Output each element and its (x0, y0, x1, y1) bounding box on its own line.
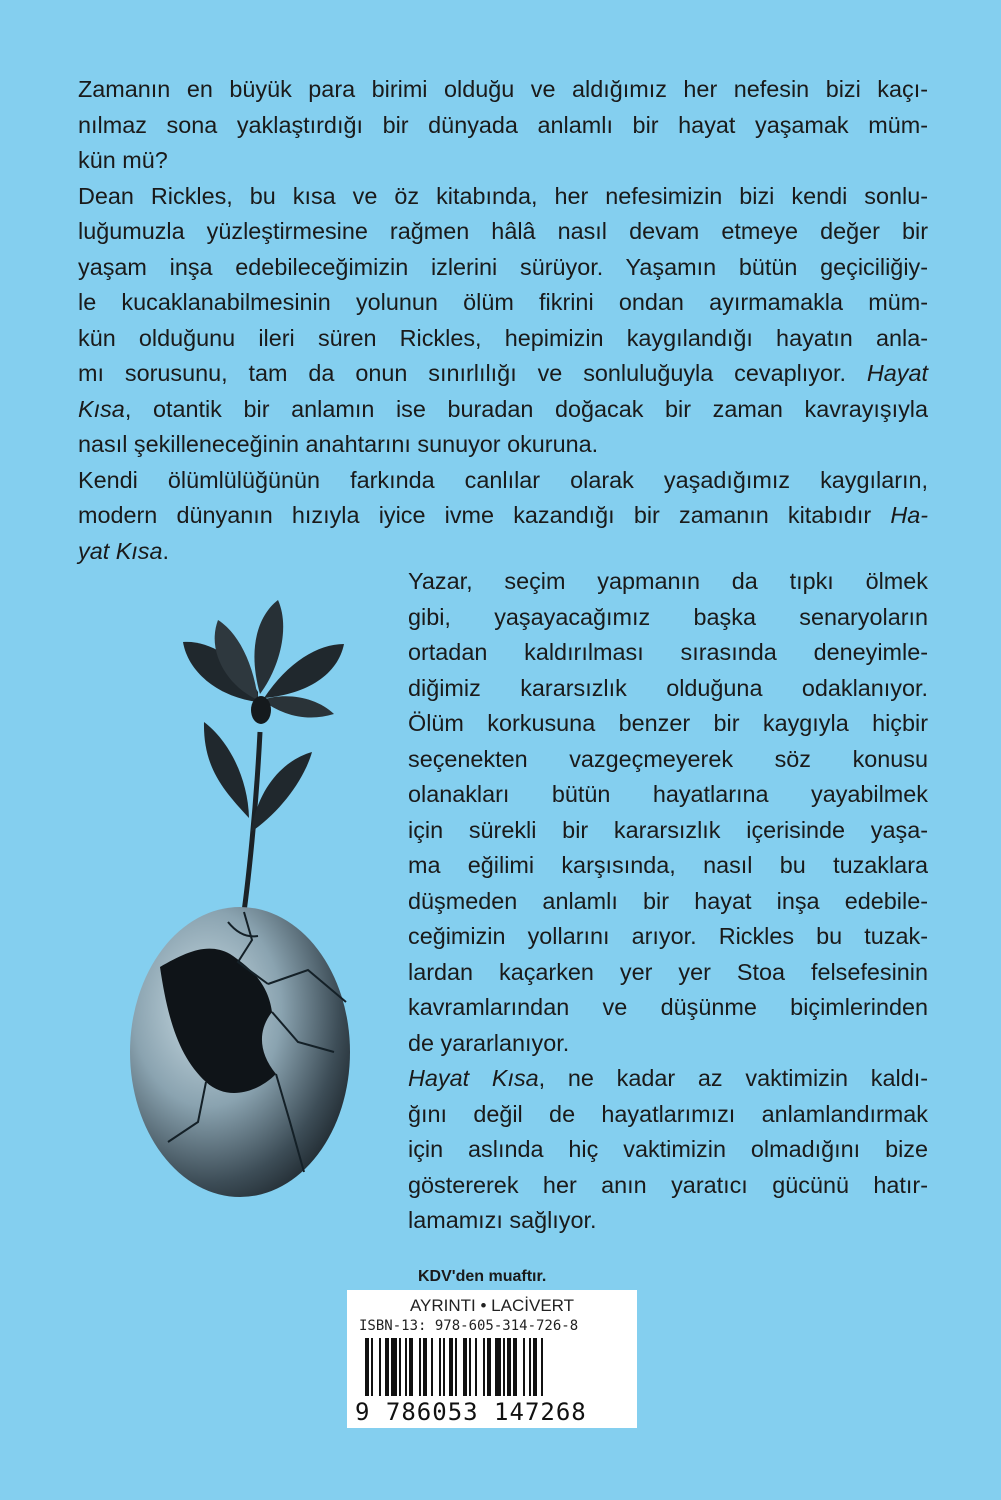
barcode-bar (483, 1338, 485, 1396)
barcode-bar (385, 1338, 389, 1396)
text-line: göstererek her anın yaratıcı gücünü hatır- (408, 1171, 928, 1198)
flower-egg-illustration (108, 582, 408, 1202)
text-line: Kendi ölümlülüğünün farkında canlılar olarak yaşadığımız kaygıların, (78, 466, 928, 493)
barcode-bar (463, 1338, 467, 1396)
text-line: luğumuzla yüzleştirmesine rağmen hâlâ nasıl devam etmeye değer bir (78, 218, 928, 244)
text-line: olanakları bütün hayatlarına yayabilmek (408, 781, 928, 807)
text-line: ortadan kaldırılması sırasında deneyimle- (408, 639, 928, 665)
flower-icon (183, 600, 344, 724)
text-line: lardan kaçarken yer yer Stoa felsefesinin (408, 958, 928, 985)
barcode-bar (487, 1338, 491, 1396)
text-line: nasıl şekilleneceğinin anahtarını sunuyor okuruna. (78, 431, 599, 457)
barcode-bar (371, 1338, 373, 1396)
text-line (78, 392, 928, 428)
text-line: Ölüm korkusuna benzer bir kaygıyla hiçbir (408, 710, 928, 736)
barcode-bar (469, 1338, 471, 1396)
text-line: nılmaz sona yaklaştırdığı bir dünyada anlamlı bir hayat yaşamak müm- (78, 111, 928, 138)
book-title-italic: yat Kısa (78, 537, 163, 564)
text-line: düşmeden anlamlı bir hayat inşa edebile- (408, 887, 928, 914)
barcode-bar (529, 1338, 531, 1396)
back-cover-paragraph-intro (78, 72, 928, 569)
barcode-bar (391, 1338, 397, 1396)
text-line (78, 498, 928, 534)
barcode-bar (379, 1338, 381, 1396)
barcode-bar (419, 1338, 421, 1396)
text-line (408, 1061, 928, 1097)
text-segment: modern dünyanın hızıyla iyice ivme kazandığı bir zamanın kitabıdır (78, 502, 872, 528)
barcode-bar (443, 1338, 445, 1396)
text-segment: . (162, 537, 170, 564)
text-line: le kucaklanabilmesinin yolunun ölüm fikrini ondan ayırmamakla müm- (78, 289, 928, 315)
text-line: lamamızı sağlıyor. (408, 1207, 597, 1233)
publisher-label: AYRINTI • LACİVERT (409, 1296, 575, 1315)
barcode-number: 9 786053 147268 (355, 1398, 587, 1426)
text-line: için aslında hiç vaktimizin olmadığını bize (408, 1136, 928, 1162)
back-cover-paragraph-main (408, 564, 928, 1239)
vat-exempt-note: KDV'den muaftır. (418, 1268, 547, 1285)
book-title-italic: Ha- (890, 502, 929, 528)
barcode-bar (431, 1338, 433, 1396)
text-segment: , otantik bir anlamın ise buradan doğacak bir zaman kavrayışıyla (124, 395, 928, 422)
barcode-bar (439, 1338, 441, 1396)
barcode-bar (449, 1338, 453, 1396)
barcode-panel (347, 1290, 637, 1428)
barcode-bar (455, 1338, 457, 1396)
book-title-italic: Kısa (78, 395, 125, 422)
text-line: Yazar, seçim yapmanın da tıpkı ölmek (408, 568, 928, 594)
text-line: Dean Rickles, bu kısa ve öz kitabında, her nefesimizin bizi kendi sonlu- (78, 182, 928, 209)
barcode-bar (533, 1338, 537, 1396)
text-line: Zamanın en büyük para birimi olduğu ve aldığımız her nefesin bizi kaçı- (78, 76, 928, 102)
book-title-italic: Hayat (866, 360, 929, 386)
barcode-bar (541, 1338, 543, 1396)
text-line (78, 356, 928, 392)
text-segment: , ne kadar az vaktimizin kaldı- (538, 1065, 928, 1091)
cracked-egg-icon (130, 907, 350, 1197)
text-line: ma eğilimi karşısında, nasıl bu tuzaklara (408, 852, 928, 878)
barcode-bar (513, 1338, 517, 1396)
text-line: seçenekten vazgeçmeyerek söz konusu (408, 745, 928, 772)
barcode-bar (409, 1338, 413, 1396)
book-title-italic: Hayat Kısa (408, 1065, 539, 1091)
text-line: ğını değil de hayatlarımızı anlamlandırmak (408, 1100, 928, 1127)
barcode-bar (365, 1338, 369, 1396)
text-line: kavramlarından ve düşünme biçimlerinden (408, 994, 928, 1020)
text-line: diğimiz kararsızlık olduğuna odaklanıyor. (408, 674, 928, 701)
text-line: için sürekli bir kararsızlık içerisinde yaşa- (408, 816, 928, 843)
text-line: kün mü? (78, 147, 168, 173)
text-line: de yararlanıyor. (408, 1029, 570, 1056)
text-line: kün olduğunu ileri süren Rickles, hepimizin kaygılandığı hayatın anla- (78, 324, 928, 351)
barcode-bar (523, 1338, 525, 1396)
barcode-bar (495, 1338, 501, 1396)
barcode-bar (423, 1338, 427, 1396)
text-segment: mı sorusunu, tam da onun sınırlılığı ve sonluluğuyla cevaplıyor. (78, 360, 846, 386)
text-line: gibi, yaşayacağımız başka senaryoların (408, 603, 928, 630)
isbn-label: ISBN-13: 978-605-314-726-8 (359, 1318, 579, 1334)
barcode-bar (503, 1338, 505, 1396)
barcode-bar (399, 1338, 401, 1396)
barcode-bar (475, 1338, 477, 1396)
text-line: yaşam inşa edebileceğimizin izlerini sürüyor. Yaşamın bütün geçiciliğiy- (78, 253, 928, 280)
text-line: ceğimizin yollarını arıyor. Rickles bu tuzak- (408, 923, 928, 949)
barcode-bar (507, 1338, 511, 1396)
barcode-bar (405, 1338, 407, 1396)
